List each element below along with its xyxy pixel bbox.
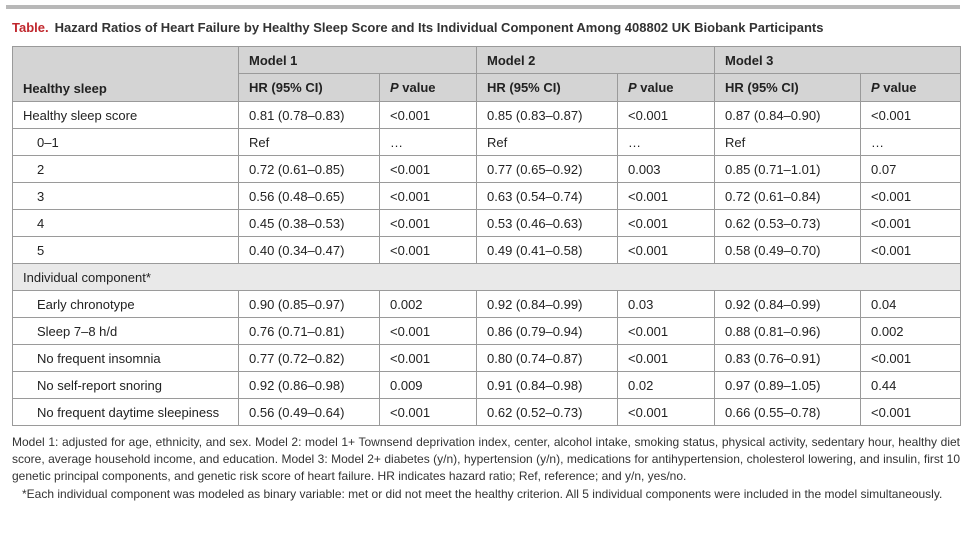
m3-hr: 0.83 (0.76–0.91): [715, 345, 861, 372]
row-label: No self-report snoring: [13, 372, 239, 399]
m3-hr: 0.97 (0.89–1.05): [715, 372, 861, 399]
m2-p: …: [618, 129, 715, 156]
table-row: [13, 210, 961, 237]
m1-p: 0.009: [380, 372, 477, 399]
table-row: [13, 129, 961, 156]
row-label: 3: [13, 183, 239, 210]
section-label: Individual component*: [13, 264, 961, 291]
m3-hr: 0.85 (0.71–1.01): [715, 156, 861, 183]
header-p-value: P value: [380, 74, 477, 102]
m1-p: <0.001: [380, 210, 477, 237]
m2-hr: 0.85 (0.83–0.87): [477, 102, 618, 129]
m2-p: 0.02: [618, 372, 715, 399]
table-row: [13, 399, 961, 426]
caption-label: Table.: [12, 20, 49, 35]
m3-hr: 0.72 (0.61–0.84): [715, 183, 861, 210]
row-label: 2: [13, 156, 239, 183]
m1-p: <0.001: [380, 345, 477, 372]
m1-hr: 0.90 (0.85–0.97): [239, 291, 380, 318]
footnote: *Each individual component was modeled as binary variable: met or did not meet the healthy criterion. All 5 individual components were included in the model simultaneously.: [22, 487, 943, 501]
row-label: No frequent insomnia: [13, 345, 239, 372]
m1-hr: 0.40 (0.34–0.47): [239, 237, 380, 264]
header-p-value: P value: [618, 74, 715, 102]
m1-hr: 0.81 (0.78–0.83): [239, 102, 380, 129]
m2-p: 0.03: [618, 291, 715, 318]
m3-hr: 0.88 (0.81–0.96): [715, 318, 861, 345]
m1-hr: Ref: [239, 129, 380, 156]
m3-hr: Ref: [715, 129, 861, 156]
table-caption: [12, 20, 823, 35]
row-label: No frequent daytime sleepiness: [13, 399, 239, 426]
m3-hr: 0.66 (0.55–0.78): [715, 399, 861, 426]
row-label: Sleep 7–8 h/d: [13, 318, 239, 345]
m2-p: <0.001: [618, 183, 715, 210]
header-row-label: Healthy sleep: [13, 47, 239, 102]
m1-p: 0.002: [380, 291, 477, 318]
m2-hr: 0.92 (0.84–0.99): [477, 291, 618, 318]
m3-hr: 0.62 (0.53–0.73): [715, 210, 861, 237]
m2-hr: 0.80 (0.74–0.87): [477, 345, 618, 372]
m1-p: <0.001: [380, 318, 477, 345]
top-rule: [6, 5, 960, 9]
m3-p: <0.001: [861, 237, 961, 264]
table-row: [13, 345, 961, 372]
row-label: Early chronotype: [13, 291, 239, 318]
table-row: [13, 156, 961, 183]
m2-hr: 0.49 (0.41–0.58): [477, 237, 618, 264]
table-notes: [12, 434, 960, 503]
m3-p: 0.002: [861, 318, 961, 345]
row-label: 0–1: [13, 129, 239, 156]
m3-p: <0.001: [861, 102, 961, 129]
header-hr: HR (95% CI): [715, 74, 861, 102]
section-row: [13, 264, 961, 291]
m2-p: 0.003: [618, 156, 715, 183]
row-label: Healthy sleep score: [13, 102, 239, 129]
m1-p: <0.001: [380, 183, 477, 210]
m1-hr: 0.56 (0.48–0.65): [239, 183, 380, 210]
m1-hr: 0.45 (0.38–0.53): [239, 210, 380, 237]
table-row: [13, 237, 961, 264]
m1-hr: 0.72 (0.61–0.85): [239, 156, 380, 183]
table-row: [13, 102, 961, 129]
m1-hr: 0.92 (0.86–0.98): [239, 372, 380, 399]
row-label: 5: [13, 237, 239, 264]
m2-hr: 0.86 (0.79–0.94): [477, 318, 618, 345]
m3-p: 0.07: [861, 156, 961, 183]
m2-p: <0.001: [618, 210, 715, 237]
header-hr: HR (95% CI): [477, 74, 618, 102]
m2-hr: 0.63 (0.54–0.74): [477, 183, 618, 210]
table-row: [13, 291, 961, 318]
m3-hr: 0.87 (0.84–0.90): [715, 102, 861, 129]
m2-p: <0.001: [618, 318, 715, 345]
m1-p: <0.001: [380, 156, 477, 183]
m2-hr: 0.91 (0.84–0.98): [477, 372, 618, 399]
m3-hr: 0.58 (0.49–0.70): [715, 237, 861, 264]
m3-p: <0.001: [861, 399, 961, 426]
m2-hr: 0.62 (0.52–0.73): [477, 399, 618, 426]
m2-p: <0.001: [618, 237, 715, 264]
m3-p: 0.04: [861, 291, 961, 318]
m1-p: <0.001: [380, 399, 477, 426]
m1-hr: 0.77 (0.72–0.82): [239, 345, 380, 372]
m1-p: …: [380, 129, 477, 156]
table-row: [13, 318, 961, 345]
m3-p: 0.44: [861, 372, 961, 399]
m2-p: <0.001: [618, 399, 715, 426]
m1-hr: 0.76 (0.71–0.81): [239, 318, 380, 345]
m2-p: <0.001: [618, 102, 715, 129]
header-model-1: Model 1: [239, 47, 477, 74]
header-hr: HR (95% CI): [239, 74, 380, 102]
table-row: [13, 372, 961, 399]
m3-p: <0.001: [861, 183, 961, 210]
header-p-value: P value: [861, 74, 961, 102]
m3-p: <0.001: [861, 210, 961, 237]
m3-hr: 0.92 (0.84–0.99): [715, 291, 861, 318]
header-model-3: Model 3: [715, 47, 961, 74]
row-label: 4: [13, 210, 239, 237]
header-model-2: Model 2: [477, 47, 715, 74]
m2-hr: Ref: [477, 129, 618, 156]
m2-p: <0.001: [618, 345, 715, 372]
m1-p: <0.001: [380, 237, 477, 264]
caption-title: Hazard Ratios of Heart Failure by Healthy Sleep Score and Its Individual Component Among 408802 UK Biobank Participants: [54, 20, 824, 35]
model-notes: Model 1: adjusted for age, ethnicity, and sex. Model 2: model 1+ Townsend deprivation index, center, alcohol intake, smoking status, physical activity, sedentary hour, healthy diet score, average household income, and education. Model 3: Model 2+ diabetes (y/n), hypertension (y/n), medications for antihypertension, cholesterol lowering, and insulin, first 10 genetic principal components, and genetic risk score of heart failure. HR indicates hazard ratio; Ref, reference; and y/n, yes/no.: [12, 435, 960, 483]
m1-hr: 0.56 (0.49–0.64): [239, 399, 380, 426]
table-row: [13, 183, 961, 210]
m3-p: <0.001: [861, 345, 961, 372]
m2-hr: 0.77 (0.65–0.92): [477, 156, 618, 183]
m2-hr: 0.53 (0.46–0.63): [477, 210, 618, 237]
m1-p: <0.001: [380, 102, 477, 129]
m3-p: …: [861, 129, 961, 156]
hazard-ratio-table: [12, 46, 961, 426]
